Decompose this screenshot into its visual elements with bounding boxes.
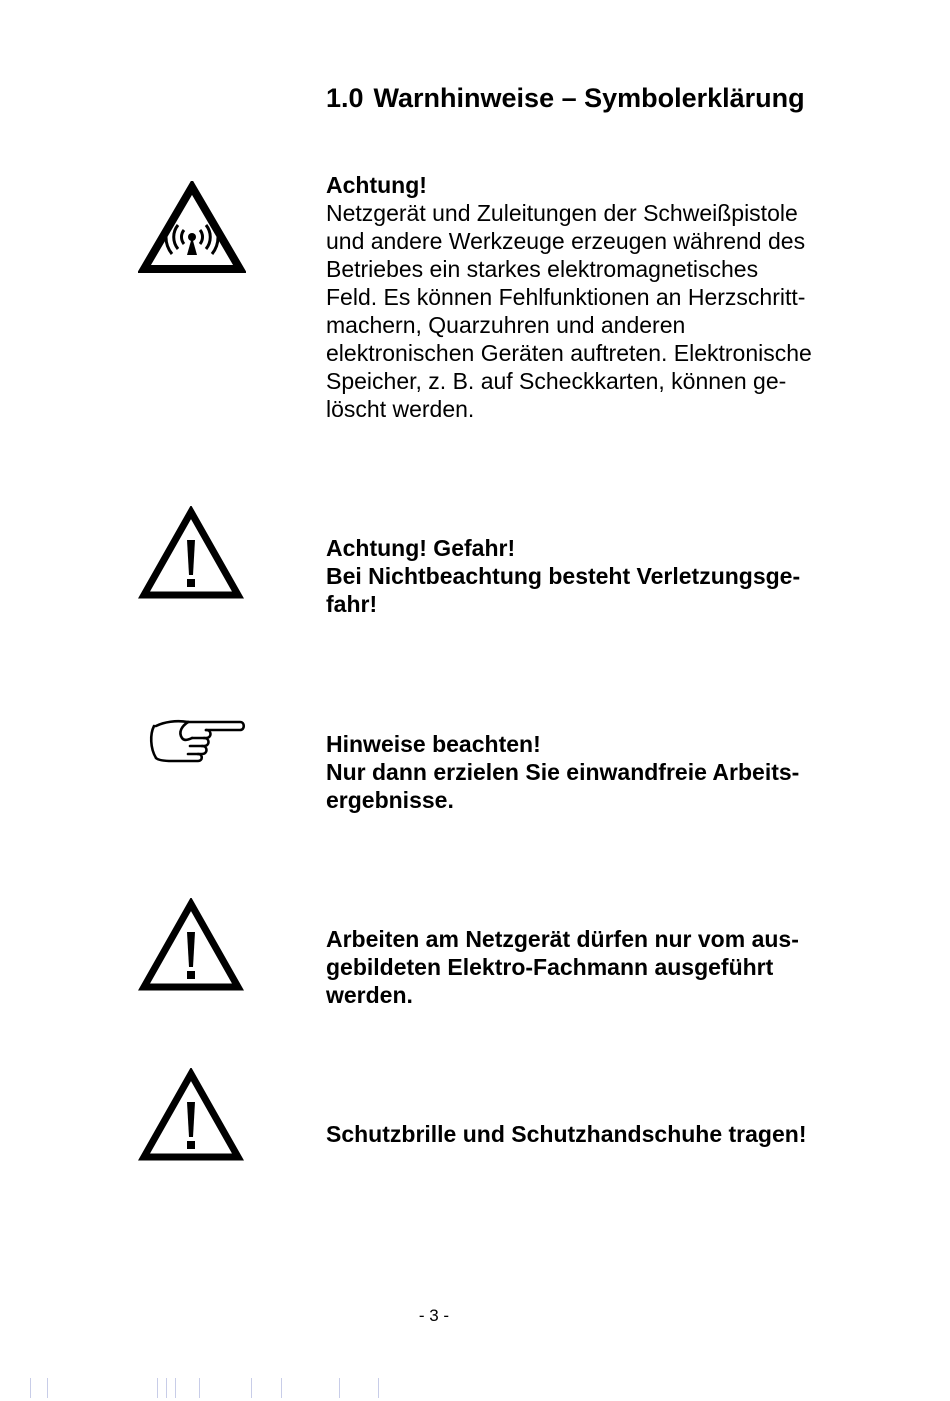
protective-gear-line: Schutzbrille und Schutzhandschuhe tragen! — [326, 1121, 807, 1147]
danger-warning-line: Achtung! Gefahr! — [326, 535, 516, 561]
emf-warning-line: löscht werden. — [326, 396, 475, 422]
scan-artifact — [175, 1378, 176, 1398]
emf-warning-heading: Achtung! — [326, 172, 427, 198]
pointing-hand-icon — [148, 712, 248, 764]
scan-artifact — [157, 1378, 158, 1398]
warning-triangle-icon — [138, 1068, 244, 1162]
scan-artifact — [166, 1378, 167, 1398]
scan-artifact — [199, 1378, 200, 1398]
scan-artifact — [339, 1378, 340, 1398]
section-number: 1.0 — [326, 83, 364, 113]
notes-line: ergebnisse. — [326, 787, 454, 813]
electrician-warning-line: werden. — [326, 982, 413, 1008]
danger-warning-line: fahr! — [326, 591, 378, 617]
emf-warning-line: Speicher, z. B. auf Scheckkarten, können ge- — [326, 368, 787, 394]
warning-triangle-icon — [138, 506, 244, 600]
emf-warning-line: und andere Werkzeuge erzeugen während des — [326, 228, 806, 254]
protective-gear-block — [326, 1120, 866, 1148]
page-number: - 3 - — [418, 1306, 450, 1325]
scan-artifact — [378, 1378, 379, 1398]
notes-block — [326, 730, 866, 814]
danger-warning-block — [326, 534, 866, 618]
notes-line: Hinweise beachten! — [326, 731, 541, 757]
electrician-warning-block — [326, 925, 866, 1009]
emf-warning-line: elektronischen Geräten auftreten. Elektronische — [326, 340, 812, 366]
scan-artifact — [47, 1378, 48, 1398]
scan-artifact — [281, 1378, 282, 1398]
emf-warning-line: Netzgerät und Zuleitungen der Schweißpistole — [326, 200, 798, 226]
danger-warning-line: Bei Nichtbeachtung besteht Verletzungsge- — [326, 563, 801, 589]
emf-warning-line: Betriebes ein starkes elektromagnetisches — [326, 256, 759, 282]
scan-artifact — [251, 1378, 252, 1398]
emf-warning-block — [326, 171, 866, 423]
emf-warning-line: machern, Quarzuhren und anderen — [326, 312, 686, 338]
warning-triangle-icon — [138, 898, 244, 992]
scan-artifact — [30, 1378, 31, 1398]
electrician-warning-line: Arbeiten am Netzgerät dürfen nur vom aus- — [326, 926, 799, 952]
electrician-warning-line: gebildeten Elektro-Fachmann ausgeführt — [326, 954, 774, 980]
radiation-warning-triangle-icon — [138, 181, 246, 275]
emf-warning-line: Feld. Es können Fehlfunktionen an Herzschritt- — [326, 284, 806, 310]
page-title — [326, 80, 805, 116]
section-title-text: Warnhinweise – Symbolerklärung — [373, 83, 805, 113]
notes-line: Nur dann erzielen Sie einwandfreie Arbeits- — [326, 759, 800, 785]
